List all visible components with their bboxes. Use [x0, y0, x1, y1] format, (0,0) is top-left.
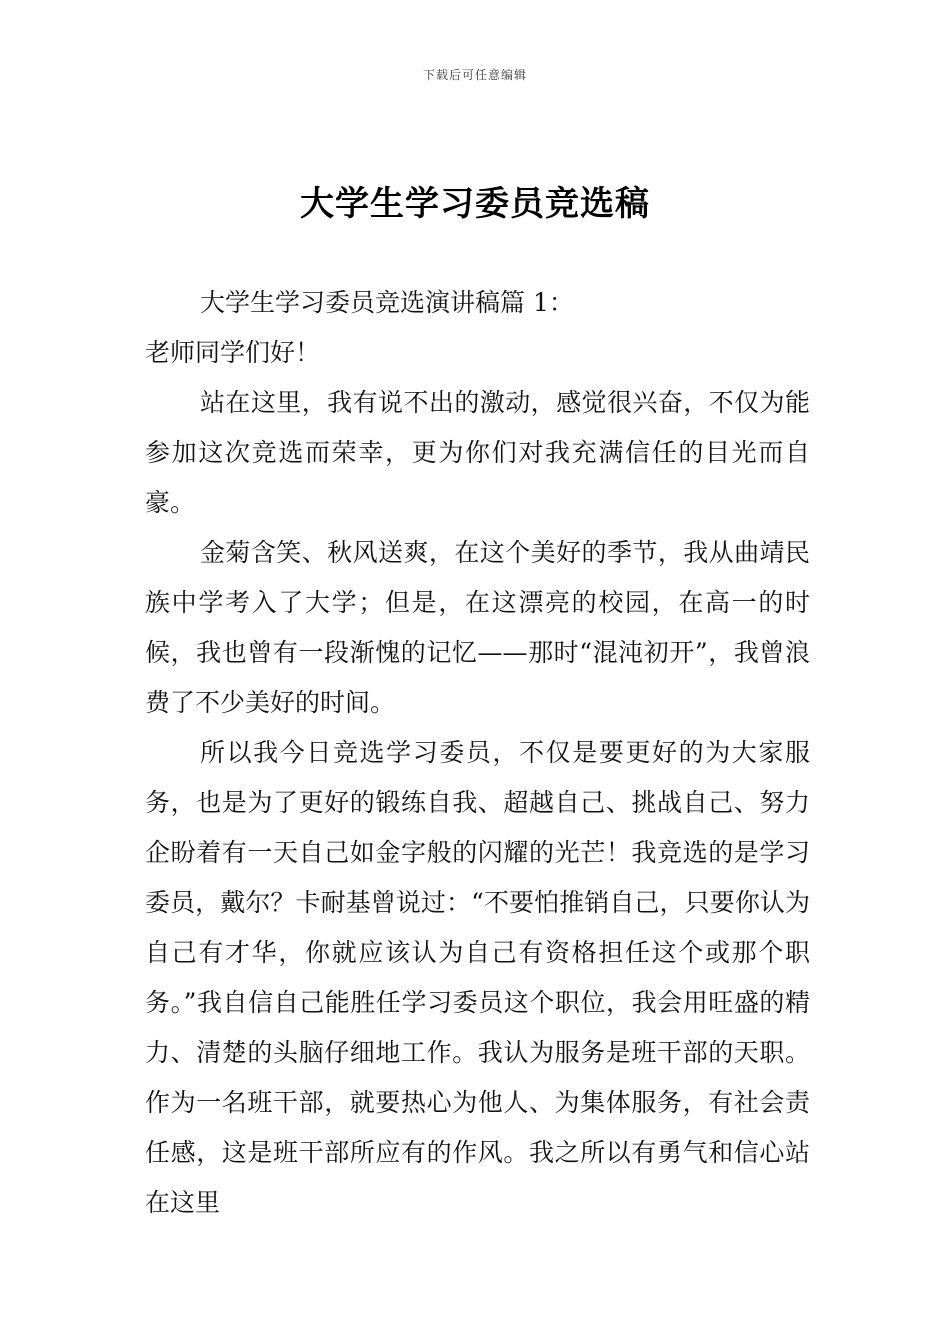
- document-title: 大学生学习委员竞选稿: [300, 184, 650, 224]
- section-heading: 大学生学习委员竞选演讲稿篇 1：: [200, 288, 574, 317]
- paragraph: 金菊含笑、秋风送爽，在这个美好的季节，我从曲靖民族中学考入了大学；但是，在这漂亮的校园，在高一的时候，我也曾有一段渐愧的记忆——那时“混沌初开”，我曾浪费了不少美好的时间。: [145, 538, 810, 717]
- paragraph: 站在这里，我有说不出的激动，感觉很兴奋，不仅为能参加这次竞选而荣幸，更为你们对我充满信任的目光而自豪。: [145, 388, 810, 517]
- salutation: 老师同学们好！: [145, 338, 321, 367]
- paragraph: 所以我今日竞选学习委员，不仅是要更好的为大家服务，也是为了更好的锻练自我、超越自己、挑战自己、努力企盼着有一天自己如金字般的闪耀的光芒！我竞选的是学习委员，戴尔？卡耐基曾说过：“不要怕推销自己，只要你认为自己有才华，你就应该认为自己有资格担任这个或那个职务。”我自信自己能胜任学习委员这个职位，我会用旺盛的精力、清楚的头脑仔细地工作。我认为服务是班干部的天职。作为一名班干部，就要热心为他人、为集体服务，有社会责任感，这是班干部所应有的作风。我之所以有勇气和信心站在这里: [145, 738, 810, 1217]
- header-note: 下载后可任意编辑: [422, 68, 527, 82]
- document-body: [145, 278, 810, 1228]
